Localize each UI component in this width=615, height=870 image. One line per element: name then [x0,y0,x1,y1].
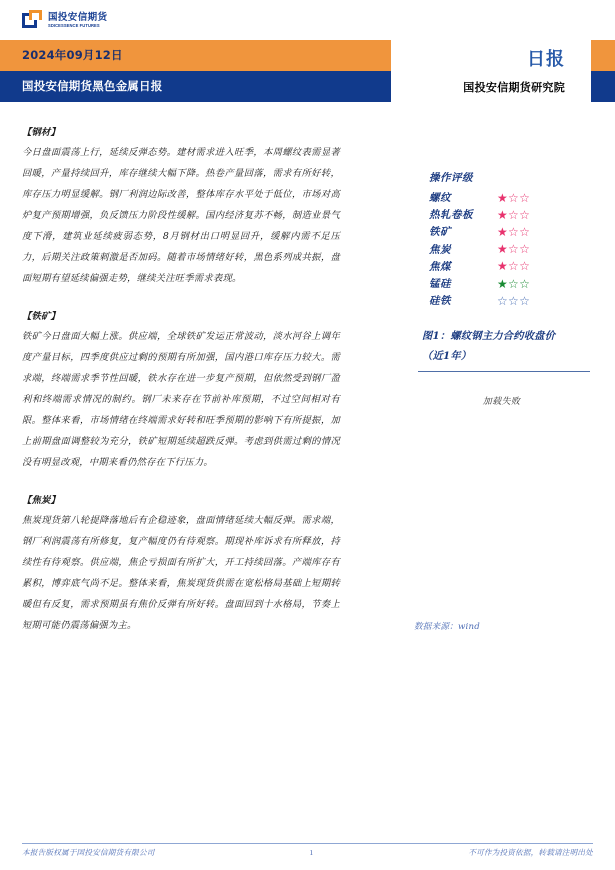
footer-copyright: 本报告版权属于国投安信期货有限公司 [22,848,155,857]
header-right-panel [391,40,591,102]
section-heading: 【焦炭】 [22,495,60,506]
company-logo [22,10,107,31]
rating-row [429,241,599,258]
section-paragraph: 焦炭现货第八轮提降落地后有企稳迹象，盘面情绪延续大幅反弹。需求端，钢厂利润震荡有所修复，复产幅度仍有待观察。期现补库诉求有所释放，持续性有待观察。供应端，焦企亏损面有所扩大，开工持续回落。产端库存有累积，博弈底气尚不足。整体来看，焦炭现货供需在宽松格局基础上短期转暖但有反复，需求预期虽有焦价反弹有所好转。盘面回到十水格局，节奏上短期可能仍震荡偏强为主。 [22,515,340,631]
section-heading: 【铁矿】 [22,311,60,322]
rating-commodity-name: 硅铁 [429,295,451,308]
report-body-column [22,124,340,655]
rating-stars: ☆☆☆ [497,293,531,308]
section-coke [22,492,340,636]
rating-stars: ★☆☆ [497,224,531,239]
section-iron-ore [22,308,340,473]
rating-commodity-name: 热轧卷板 [429,209,473,222]
rating-commodity-name: 螺纹 [429,192,451,205]
figure-caption-divider [418,371,590,372]
report-date: 2024年09月12日 [22,48,123,62]
rating-row [429,275,599,292]
section-heading: 【钢材】 [22,127,60,138]
rating-commodity-name: 焦炭 [429,243,451,256]
logo-text-en: SDICESSENCE FUTURES [48,22,100,28]
ratings-table [404,189,599,309]
page-footer [22,847,593,858]
rating-stars: ★☆☆ [497,207,531,222]
section-paragraph: 铁矿今日盘面大幅上涨。供应端，全球铁矿发运正常波动，淡水河谷上调年度产量目标，四季度供应过剩的预期有所加强，国内港口库存压力较大。需求端，终端需求季节性回暖，铁水存在进一步复产预期，但依然受到钢厂盈利和终端需求情况的制约。钢厂未来存在节前补库预期，不过空间相对有限。整体来看，市场情绪在终端需求好转和旺季预期的影响下有所提振，加上前期盘面调整较为充分，铁矿短期延续超跌反弹。考虑到供需过剩的情况没有明显改观，中期来看仍然存在下行压力。 [22,331,340,468]
rating-row [429,258,599,275]
figure-caption-line1: 图1：螺纹钢主力合约收盘价 [422,330,556,343]
section-paragraph: 今日盘面震荡上行，延续反弹态势。建材需求进入旺季，本周螺纹表需显著回暖，产量持续回升，库存继续大幅下降。热卷产量回落，需求有所好转，库存压力明显缓解。钢厂利润边际改善，整体库存水平处于低位，市场对高炉复产预期增强，负反馈压力阶段性缓解。国内经济复苏不畅，制造业景气度下滑，建筑业延续疲弱态势，8月钢材出口明显回升，缓解内需不足压力，后期关注政策刺激是否加码。随着市场情绪好转，黑色系列成共振，盘面短期有望延续偏强走势，继续关注旺季需求表现。 [22,147,340,284]
logo-orange-bracket-icon [29,10,42,20]
logo-text-cn: 国投安信期货 [48,11,108,23]
logo-text [48,13,107,28]
figure-caption [422,326,599,366]
rating-commodity-name: 锰硅 [429,278,451,291]
figure-load-failed-message: 加载失败 [482,397,521,408]
figure-caption-line2: （近1年） [422,350,472,363]
ratings-table-title: 操作评级 [429,172,473,184]
footer-page-number: 1 [309,848,314,857]
rating-stars: ★☆☆ [497,242,531,257]
rating-row [429,189,599,206]
report-header-banner [0,40,615,102]
section-steel [22,124,340,289]
rating-row [429,206,599,223]
rating-stars: ★☆☆ [497,190,531,205]
rating-row [429,223,599,240]
report-kind-label: 日报 [527,49,565,70]
footer-disclaimer: 不可作为投资依据，转载请注明出处 [468,848,593,857]
organization-label: 国投安信期货研究院 [463,81,565,94]
rating-commodity-name: 焦煤 [429,260,451,273]
rating-stars: ★☆☆ [497,276,531,291]
logo-mark-icon [22,10,43,31]
rating-commodity-name: 铁矿 [429,226,451,239]
page-title: 国投安信期货黑色金属日报 [22,79,163,93]
rating-stars: ★☆☆ [497,259,531,274]
sidebar-ratings-and-figure [404,170,599,632]
figure-data-source: 数据来源：wind [414,622,480,632]
rating-row [429,292,599,309]
footer-divider [22,843,593,844]
